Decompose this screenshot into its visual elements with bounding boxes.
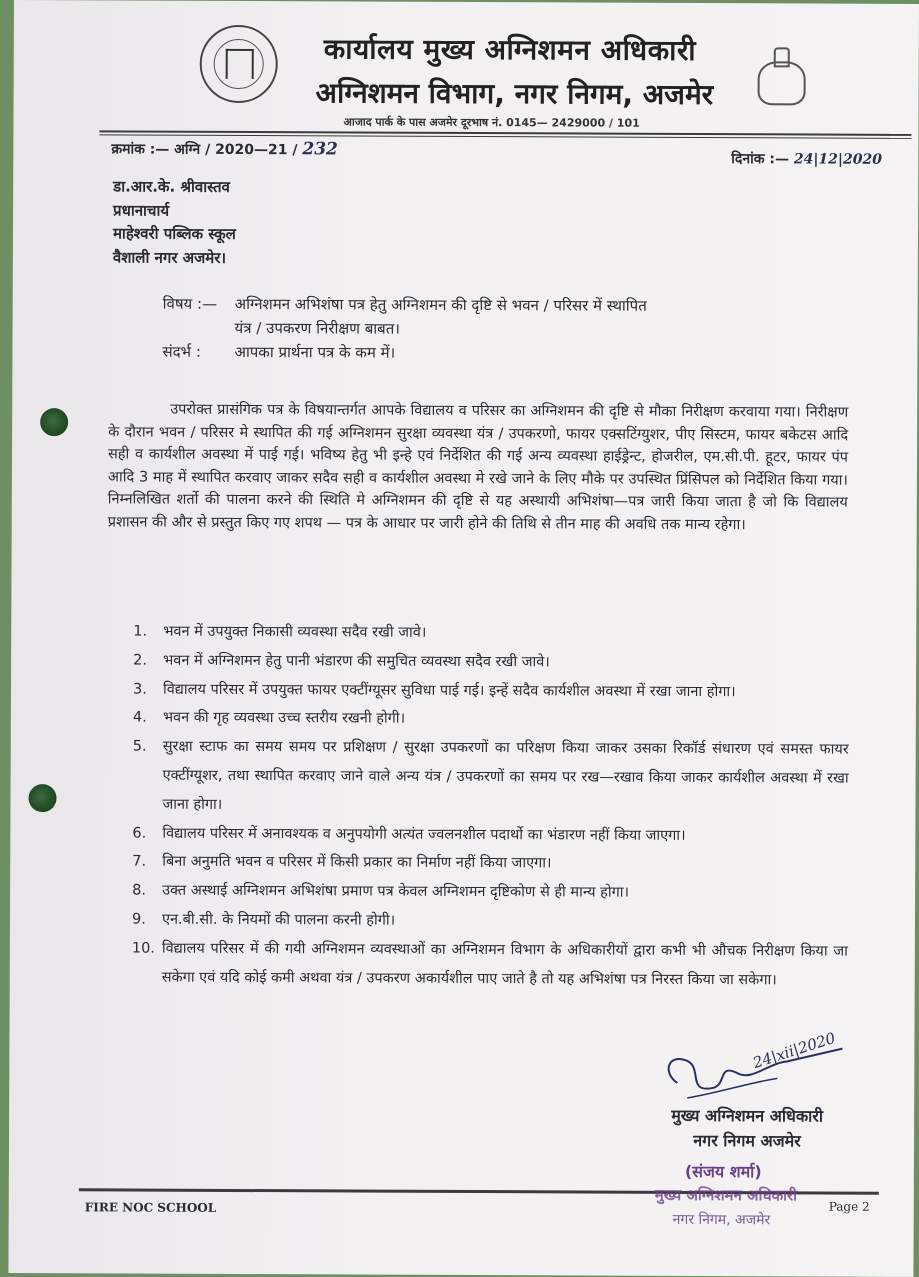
condition-item: 3. विद्यालय परिसर में उपयुक्त फायर एक्टींग्यूसर सुविधा पाई गई। इन्हें सदैव कार्यशील अवस्था में रखा जाना होगा। — [132, 681, 736, 700]
date-value: 24|12|2020 — [793, 151, 883, 168]
condition-item: 5. सुरक्षा स्टाफ का समय समय पर प्रशिक्षण / सुरक्षा उपकरणों का परिक्षण किया जाकर उसका रिकॉर्ड संधारण एवं समस्त फायर एक्टींग्यूशर, तथा स्थापित करवाए जाने वाले अन्य यंत्र / उपकरणों का समय पर रख—रखाव किया जाकर कार्यशील अवस्था में रखा जाना होगा। — [132, 738, 849, 813]
signatory-designation: मुख्य अग्निशमन अधिकारी — [671, 1105, 824, 1126]
signatory-block — [637, 1103, 857, 1154]
addressee-line: डा.आर.के. श्रीवास्तव — [113, 177, 230, 196]
punch-hole — [28, 784, 56, 812]
condition-item: 6. विद्यालय परिसर में अनावश्यक व अनुपयोगी अत्यंत ज्वलनशील पदार्थो का भंडारण नहीं किया जाएगा। — [132, 825, 686, 844]
condition-item: 8. उक्त अस्थाई अग्निशमन अभिशंषा प्रमाण पत्र केवल अग्निशमन दृष्टिकोण से ही मान्य होगा। — [132, 882, 630, 901]
reference-label: क्रमांक :— अग्नि / 2020—21 / — [111, 141, 298, 159]
reference-handwritten-number: 232 — [302, 139, 338, 160]
condition-item: 4. भवन की गृह व्यवस्था उच्च स्तरीय रखनी होगी। — [132, 709, 406, 728]
signature-date: 24|xii|2020 — [750, 1028, 838, 1073]
department-title: अग्निशमन विभाग, नगर निगम, अजमेर — [315, 76, 714, 112]
signatory-name: (संजय शर्मा) — [684, 1161, 762, 1182]
reference-context-label: संदर्भ : — [162, 342, 201, 361]
official-stamp-line-1: मुख्य अग्निशमन अधिकारी — [654, 1185, 798, 1205]
subject-block — [162, 292, 842, 367]
official-stamp-line-2: नगर निगम, अजमेर — [672, 1211, 771, 1229]
condition-item: 2. भवन में अग्निशमन हेतु पानी भंडारण की समुचित व्यवस्था सदैव रखी जावे। — [133, 652, 550, 671]
municipal-seal-icon — [200, 25, 278, 103]
reference-number — [111, 138, 338, 159]
conditions-list — [132, 618, 850, 995]
subject-line-2: यंत्र / उपकरण निरीक्षण बाबत। — [234, 318, 401, 338]
subject-label: विषय :— — [162, 294, 218, 313]
subject-line-1: अग्निशमन अभिशंषा पत्र हेतु अग्निशमन की दृष्टि से भवन / परिसर में स्थापित — [234, 294, 647, 315]
punch-hole — [40, 408, 68, 436]
footer-label: FIRE NOC SCHOOL — [84, 1200, 217, 1215]
addressee-line: माहेश्वरी पब्लिक स्कूल — [112, 224, 236, 243]
addressee-line: वैशाली नगर अजमेर। — [112, 247, 227, 267]
office-title: कार्यालय मुख्य अग्निशमन अधिकारी — [323, 32, 697, 67]
condition-item: 7. बिना अनुमति भवन व परिसर में किसी प्रकार का निर्माण नहीं किया जाएगा। — [132, 853, 552, 872]
rajasthan-emblem-icon — [746, 43, 816, 109]
body-paragraph: उपरोक्त प्रासंगिक पत्र के विषयान्तर्गत आपके विद्यालय व परिसर का अग्निशमन की दृष्टि से मौका निरीक्षण करवाया गया। निरीक्षण के दौरान भवन / परिसर मे स्थापित की गई अग्निशमन सुरक्षा व्यवस्था यंत्र / उपकरणो, फायर एक्सटिंग्युशर, पीए सिस्टम, फायर बकेटस आदि सही व कार्यशील अवस्था में पाई गई। भविष्य हेतु भी इन्हे एवं निर्देशित की गई अन्य व्यवस्था हाईड्रेन्ट, होजरील, एम.सी.पी. हूटर, फायर पंप आदि 3 माह में स्थापित करवाए जाकर सदैव सही व कार्यशील अवस्था मे रखे जाने के लिए मौके पर उपस्थित प्रिंसिपल को निर्देशित किया गया। निम्नलिखित शर्तो की पालना करने की स्थिति मे अग्निशमन की दृष्टि से यह अस्थायी अभिशंषा—पत्र जारी किया जाता है जो कि विद्यालय प्रशासन की और से प्रस्तुत किए गए शपथ — पत्र के आधार पर जारी होने की तिथि से तीन माह की अवधि तक मान्य रहेगा। — [107, 401, 849, 534]
condition-item: 9. एन.बी.सी. के नियमों की पालना करनी होगी। — [131, 911, 396, 929]
addressee-line: प्रधानाचार्य — [113, 200, 170, 220]
condition-item: 1. भवन में उपयुक्त निकासी व्यवस्था सदैव रखी जावे। — [133, 623, 427, 641]
date-label: दिनांक :— — [731, 151, 790, 168]
page-number: Page 2 — [828, 1199, 870, 1214]
addressee-block — [113, 175, 236, 270]
letter-date — [731, 149, 882, 169]
letter-page — [8, 0, 919, 1277]
reference-context-text: आपका प्रार्थना पत्र के कम में। — [234, 342, 396, 362]
signatory-org: नगर निगम अजमेर — [693, 1130, 801, 1151]
condition-item: 10. विद्यालय परिसर में की गयी अग्निशमन व्यवस्थाओं का अग्निशमन विभाग के अधिकारीयों द्वारा कभी भी औचक निरीक्षण किया जा सकेगा एवं यदि कोई कमी अथवा यंत्र / उपकरण अकार्यशील पाए जाते है तो यह अभिशंषा पत्र निरस्त किया जा सकेगा। — [131, 940, 848, 988]
office-address: आजाद पार्क के पास अजमेर दूरभाष नं. 0145— 2429000 / 101 — [343, 115, 640, 130]
